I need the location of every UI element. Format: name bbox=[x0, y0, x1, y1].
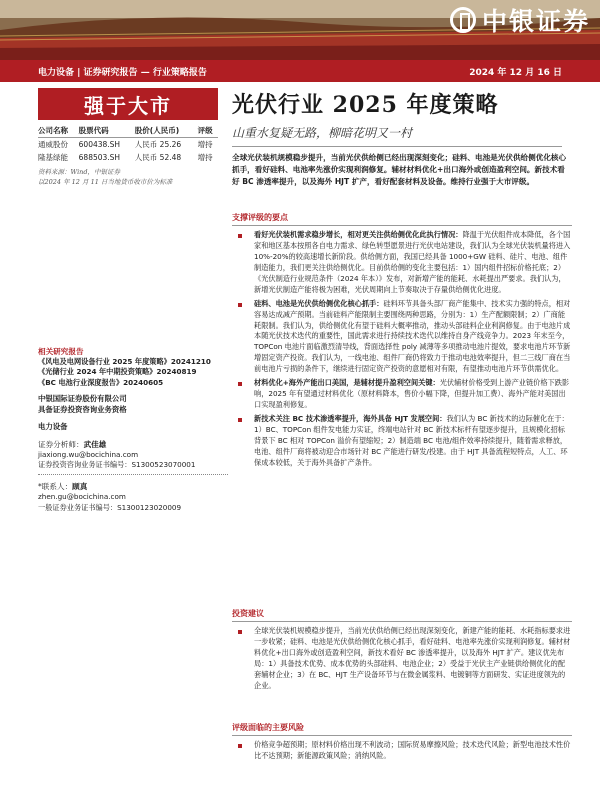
divider bbox=[38, 474, 228, 475]
related-report-link[interactable]: 《风电及电网设备行业 2025 年度策略》20241210 bbox=[38, 357, 211, 366]
point-text: 我们认为 BC 新技术的边际催化在于：1）BC、TOPCon 组件发电能力实证，终端电站针对 BC 新技术标杆有望逐步提升，且规模化招标背景下 BC 相对 TOPCon 溢价有望缩短；2）制造端 BC 电池/组件效率持续提升，随着需求释放，电池、组件厂商将被动迎合市场针对 BC 产能进行研发/投建。由于 HJT 具备流程短特点，人工、环保成本较低，关于海外具备扩产条件。 bbox=[254, 414, 569, 467]
table-cell: 通威股份 bbox=[38, 140, 68, 149]
risk-section bbox=[232, 722, 572, 765]
logo-text: 中银证券 bbox=[481, 7, 590, 36]
stock-table bbox=[38, 124, 218, 164]
list-item bbox=[232, 230, 572, 296]
investment-section bbox=[232, 608, 572, 695]
analyst-cert: 证券投资咨询业务证书编号：S1300523070001 bbox=[38, 459, 196, 469]
point-heading: 硅料、电池是光伏供给侧优化核心抓手： bbox=[254, 298, 384, 308]
analyst-role: 证券分析师： bbox=[38, 439, 84, 449]
column-header: 公司名称 bbox=[38, 124, 79, 138]
table-cell: 增持 bbox=[197, 140, 213, 149]
related-report-link[interactable]: 《BC 电池行业深度报告》20240605 bbox=[38, 377, 164, 387]
bank-logo-icon bbox=[450, 7, 476, 33]
industry-name: 电力设备 bbox=[38, 421, 68, 431]
left-column bbox=[38, 88, 218, 188]
list-item bbox=[232, 378, 572, 411]
contact-name-text: 顾真 bbox=[72, 482, 88, 492]
table-cell: 人民币 25.26 bbox=[134, 140, 182, 149]
table-cell: 增持 bbox=[197, 153, 213, 162]
report-summary: 全球光伏装机规模稳步提升，当前光伏供给侧已经出现深刻变化；硅料、电池是光伏供给侧优化核心抓手，看好硅料、电池率先涨价实现利润修复。辅材材料优化+出口海外或创造盈利空间。新技术看好 BC 渗透率提升，以及海外 HJT 扩产，看好配套材料及设备。维持行业强于大市评级。 bbox=[232, 153, 567, 186]
analyst-email[interactable]: jiaxiong.wu@bocichina.com bbox=[38, 449, 139, 459]
section-title: 评级面临的主要风险 bbox=[232, 722, 572, 736]
analyst-block bbox=[38, 439, 228, 471]
analyst-name bbox=[38, 439, 228, 450]
contact-block bbox=[38, 481, 228, 513]
contact-cert: 一般证券业务证书编号：S1300123020009 bbox=[38, 502, 182, 512]
point-text: 降温于光伏组件成本降低，各个国家和地区基本按照各自电力需求、绿色转型愿景进行光伏电站建设，我们认为全球光伏装机量将进入 10%-20%的较高速增长新阶段。供给侧方面，我国已经具备 1000+GW 硅料、硅片、电池、组件制造能力，我们更关注供给侧优化。目前供给侧的变化主要包括：1）国内组件招标价格托底；2）《光伏制造行业规范条件（2024 年本）》发布，对新增产能的能耗、水耗提出严要求。我们认为，新增光伏制造产能将极为困难，光伏周期向上节奏取决于存量供给侧优化进度。 bbox=[254, 230, 571, 294]
report-category: 电力设备 | 证券研究报告 — 行业策略报告 bbox=[38, 67, 207, 78]
section-title: 投资建议 bbox=[232, 608, 572, 622]
contact-role: *联系人： bbox=[38, 482, 73, 492]
column-header: 股价(人民币) bbox=[135, 124, 198, 138]
related-research-title: 相关研究报告 bbox=[38, 347, 84, 356]
report-subtitle: 山重水复疑无路，柳暗花明又一村 bbox=[232, 126, 413, 140]
stock-table-note: 资料来源：Wind，中银证券 以2024 年 12 月 11 日当地货币收市价为标准 bbox=[38, 168, 173, 186]
table-row bbox=[38, 138, 218, 152]
company-logo bbox=[450, 2, 590, 38]
list-item bbox=[232, 414, 572, 469]
related-report-link[interactable]: 《光储行业 2024 年中期投资策略》20240819 bbox=[38, 367, 197, 377]
point-heading: 新技术关注 BC 技术渗透率提升，海外具备 HJT 发展空间： bbox=[254, 414, 447, 423]
related-research bbox=[38, 346, 228, 513]
analyst-name-text: 武佳雄 bbox=[83, 439, 107, 449]
point-heading: 看好光伏装机需求稳步增长，相对更关注供给侧优化此执行情况： bbox=[254, 230, 463, 239]
table-row bbox=[38, 151, 218, 164]
list-item: 全球光伏装机规模稳步提升，当前光伏供给侧已经出现深刻变化，新建产能的能耗、水耗指标要求进一步收紧；硅料、电池是光伏供给侧优化核心抓手，看好硅料、电池率先涨价实现利润修复。辅材材料优化+出口海外或创造盈利空间，新技术看好 BC 渗透率提升，以及海外 HJT 扩产。建议优先布局：1）具备技术优势、成本优势的头部硅料、电池企业；2）受益于光伏主产业链供给侧优化的配套辅材企业；3）在 BC、HJT 生产设备环节与在微金属浆料、电镀铜等方面研发、实证进度领先的企业。 bbox=[232, 626, 572, 692]
section-title: 支撑评级的要点 bbox=[232, 212, 572, 226]
point-text: 硅料环节具备头部厂商产能集中、技术实力强的特点，相对容易达成减产预期。当前硅料产能限制主要围绕两种思路，分别为：1）生产配额限制；2）广商能耗限制。我们认为，供给侧优化有望于硅料大概率推动，推动头部硅料企业利润修复。由于电池片成本随光伏技术迭代的重要性，国此需求进行持续技术迭代以维持自身产线竞争力。2023 年末至今，TOPCon 电池片面临激烈清导线，背面选择性 poly 减薄等多项推动电池片提效，要求电池片环节新增固定资产投资。我们认为，一线电池、组件厂商仍将致力于推动电池效率提升，但二三线厂商在当前电池片亏损的条件下，继续进行固定资产投资的意愿相对有限，有望推动电池片环节供需优化。 bbox=[254, 298, 571, 374]
point-heading: 材料优化+海外产能出口美国，是辅材提升盈利空间关键： bbox=[254, 378, 440, 388]
key-points-section bbox=[232, 212, 572, 472]
table-cell: 人民币 52.48 bbox=[134, 153, 182, 162]
report-title: 光伏行业 2025 年度策略 bbox=[232, 92, 499, 118]
table-cell: 688503.SH bbox=[78, 153, 121, 162]
divider bbox=[232, 146, 562, 147]
industry-rating-badge: 强于大市 bbox=[38, 88, 218, 120]
table-header-row bbox=[38, 124, 218, 138]
column-header: 股票代码 bbox=[79, 124, 135, 138]
contact-email[interactable]: zhen.gu@bocichina.com bbox=[38, 492, 126, 502]
report-category-bar bbox=[0, 60, 600, 82]
list-item: 价格竞争超预期；原材料价格出现不利波动；国际贸易摩擦风险；技术迭代风险；新型电池技术性价比不达预期；新能源政策风险；消纳风险。 bbox=[232, 740, 572, 762]
header-banner bbox=[0, 0, 600, 60]
table-cell: 隆基绿能 bbox=[38, 153, 68, 162]
company-qualification: 中银国际证券股份有限公司 具备证券投资咨询业务资格 bbox=[38, 394, 127, 415]
column-header: 评级 bbox=[198, 124, 218, 138]
point-text: 光伏辅材价格受到上游产业链价格下跌影响，2025 年有望通过材料优化（原材料降本，售价小幅下降，但提升加工费）、海外产能对美国出口实现盈利修复。 bbox=[254, 378, 570, 410]
table-cell: 600438.SH bbox=[78, 140, 121, 149]
report-date: 2024 年 12 月 16 日 bbox=[469, 67, 562, 78]
list-item bbox=[232, 299, 572, 376]
contact-name bbox=[38, 481, 228, 492]
